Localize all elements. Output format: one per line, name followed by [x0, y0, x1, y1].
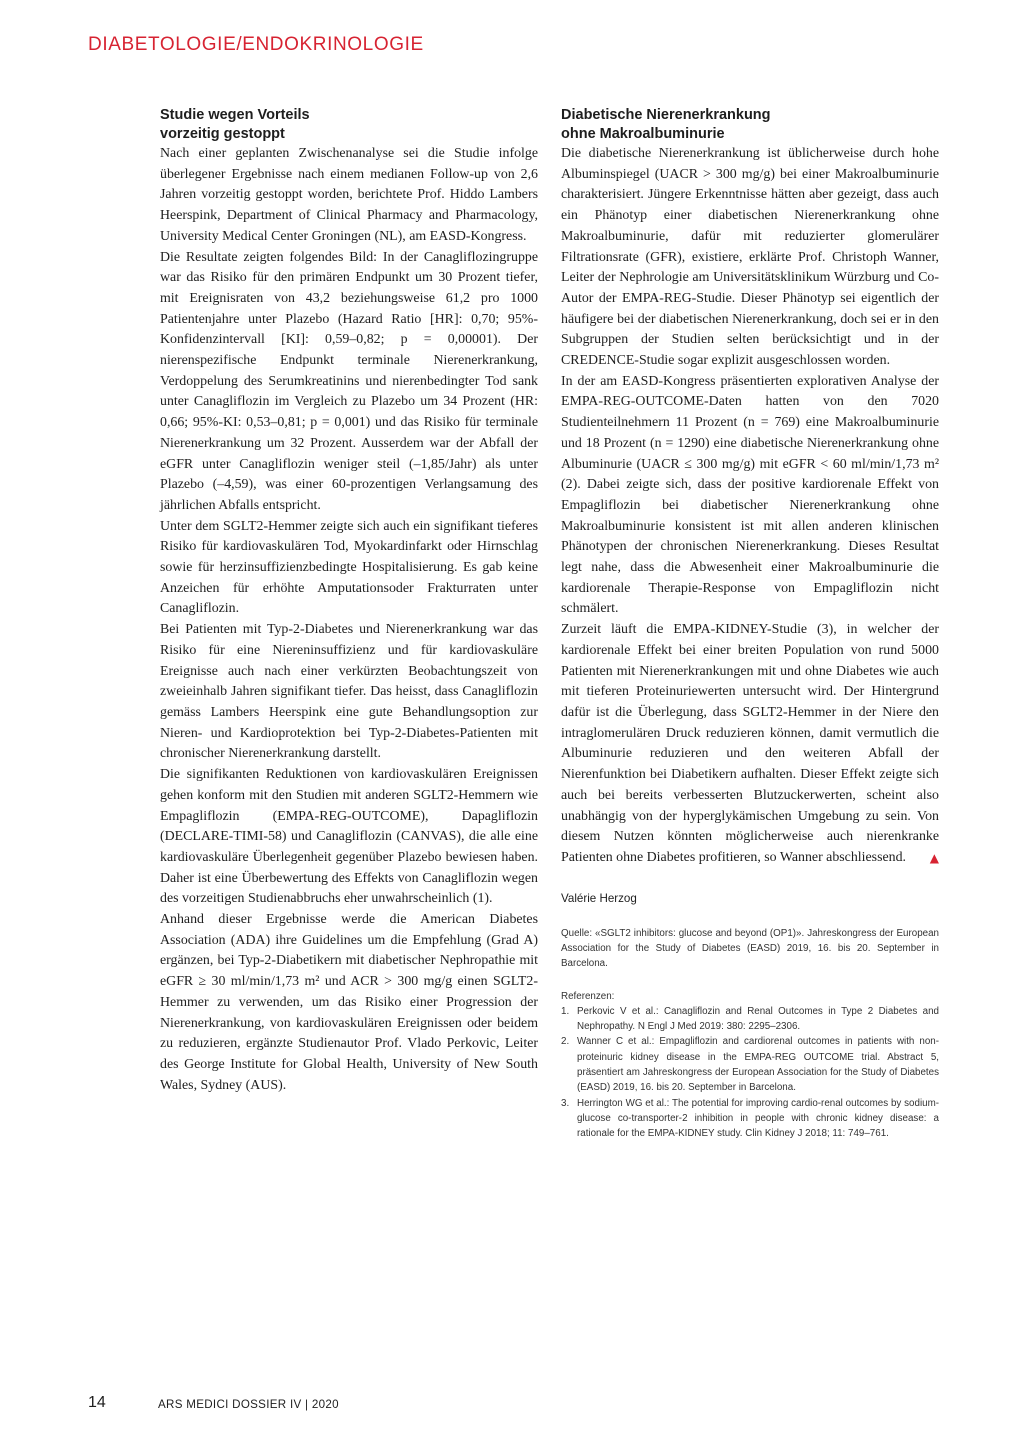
paragraph: Die signifikanten Reduktionen von kardiovaskulären Ereignissen gehen konform mit den Studien mit anderen SGLT2-Hemmern wie Empagliflozin (EMPA-REG-OUTCOME), Dapagliflozin (DECLARE-TIMI-58) und Canagliflozin (CANVAS), die alle eine kardiovaskuläre Überlegenheit gegenüber Plazebo bewiesen haben. Daher ist eine Überbewertung des Effekts von Canagliflozin wegen des vorzeitigen Studienabbruchs eher unwahrscheinlich (1). [160, 767, 538, 907]
paragraph: Unter dem SGLT2-Hemmer zeigte sich auch ein signifikant tieferes Risiko für kardiovaskulären Tod, Myokardinfarkt oder Hirnschlag sowie für herzinsuffizienzbedingte Hospitalisierung. Es gab keine Anzeichen für erhöhte Amputationsoder Frakturraten unter Canagliflozin. [160, 518, 538, 617]
reference-item [561, 1004, 939, 1035]
paragraph-text: Zurzeit läuft die EMPA-KIDNEY-Studie (3), in welcher der kardiorenale Effekt bei einer breiten Population von rund 5000 Patienten mit Nierenerkrankungen mit und ohne Diabetes wie auch mit tieferen Proteinuriewerten untersucht wird. Der Hintergrund dafür ist die Überlegung, dass SGLT2-Hemmer in der Niere den intraglomerulären Druck reduzieren können, damit vermutlich die Albuminurie reduzieren und den weiteren Abfall der Nierenfunktion bei Diabetikern aufhalten. Dieser Effekt zeigte sich auch bei bereits verbesserten Blutzuckerwerten, scheint also unabhängig von der hyperglykämischen Umgebung zu sein. Von diesem Nutzen könnten möglicherweise auch nierenkranke Patienten ohne Diabetes profitieren, so Wanner abschliessend. [561, 622, 939, 865]
reference-number: 2. [561, 1036, 570, 1048]
subheading-line-2: ohne Makroalbuminurie [561, 126, 725, 142]
reference-text: Wanner C et al.: Empagliflozin and cardiorenal outcomes in patients with non-proteinuric kidney disease in the EMPA-REG OUTCOME trial. Abstract 5, präsentiert am Jahreskongress der European Association for the Study of Diabetes (EASD) 2019, 16. bis 20. September in Barcelona. [577, 1036, 939, 1094]
page-number: 14 [88, 1394, 106, 1411]
subheading-line-2: vorzeitig gestoppt [160, 126, 285, 142]
reference-text: Perkovic V et al.: Canagliflozin and Renal Outcomes in Type 2 Diabetes and Nephropathy. N Engl J Med 2019: 380: 2295–2306. [577, 1005, 939, 1033]
subheading [160, 106, 538, 144]
paragraph: Die diabetische Nierenerkrankung ist üblicherweise durch hohe Albuminspiegel (UACR > 300 mg/g) bei einer Makroalbuminurie charakterisiert. Jüngere Erkenntnisse hätten aber gezeigt, dass auch ein Phänotyp einer diabetischen Nierenerkrankung ohne Makroalbuminurie, dafür mit reduzierter glomerulärer Filtrationsrate (GFR), existiere, erklärte Prof. Christoph Wanner, Leiter der Nephrologie am Universitätsklinikum Würzburg und Co-Autor der EMPA-REG-Studie. Dieser Phänotyp sei eigentlich der häufigere bei der diabetischen Nierenerkrankung, doch sei er in den Subgruppen der Studien selten berücksichtigt und in der CREDENCE-Studie sogar explizit ausgeschlossen worden. [561, 146, 939, 369]
journal-name: ARS MEDICI DOSSIER IV | 2020 [158, 1398, 339, 1411]
end-mark-triangle-icon: ▲ [929, 850, 939, 865]
left-column [160, 106, 538, 1096]
paragraph-last [561, 620, 939, 868]
paragraph: Die Resultate zeigten folgendes Bild: In der Canagliflozingruppe war das Risiko für den primären Endpunkt um 30 Prozent tiefer, mit Ereignisraten von 43,2 beziehungsweise 61,2 pro 1000 Patientenjahre unter Plazebo (Hazard Ratio [HR]: 0,70; 95%-Konfidenzintervall [KI]: 0,59–0,82; p = 0,00001). Der nierenspezifische Endpunkt terminale Nierenerkrankung, Verdoppelung des Serumkreatinins und nierenbedingter Tod sank unter Canagliflozin im Vergleich zu Plazebo um 34 Prozent (HR: 0,66; 95%-KI: 0,53–0,81; p = 0,001) und das Risiko für terminale Nierenerkrankung um 32 Prozent. Ausserdem war der Abfall der eGFR unter Canagliflozin weniger steil (–1,85/Jahr) als unter Plazebo (–4,59), was einer 60-prozentigen Verlangsamung des jährlichen Abfalls entspricht. [160, 249, 538, 513]
paragraph: In der am EASD-Kongress präsentierten explorativen Analyse der EMPA-REG-OUTCOME-Daten hatten von den 7020 Studienteilnehmern 11 Prozent (n = 769) eine Makroalbuminurie und 18 Prozent (n = 1290) eine diabetische Nierenerkrankung ohne Albuminurie (UACR ≤ 300 mg/g) mit eGFR < 60 ml/min/1,73 m² (2). Dabei zeigte sich, dass der positive kardiorenale Effekt von Empagliflozin bei diabetischer Nierenerkrankung ohne Makroalbuminurie konsistent ist mit allen anderen klinischen Phänotypen der chronischen Nierenerkrankung. Dieses Resultat legt nahe, dass die Abwesenheit einer Makroalbuminurie die kardiorenale Therapie-Response von Empagliflozin nicht schmälert. [561, 373, 939, 617]
paragraph: Nach einer geplanten Zwischenanalyse sei die Studie infolge überlegener Ergebnisse nach einem medianen Follow-up von 2,6 Jahren vorzeitig gestoppt worden, berichtete Prof. Hiddo Lambers Heerspink, Department of Clinical Pharmacy and Pharmacology, University Medical Center Groningen (NL), am EASD-Kongress. [160, 146, 538, 244]
paragraph: Bei Patienten mit Typ-2-Diabetes und Nierenerkrankung war das Risiko für eine Niereninsuffizienz und für kardiovaskuläre Ereignisse auch nach einer verkürzten Beobachtungszeit von zweieinhalb Jahren signifikant tiefer. Das heisst, dass Canagliflozin gemäss Lambers Heerspink eine gute Behandlungsoption zur Nieren- und Kardioprotektion bei Typ-2-Diabetes-Patienten mit chronischer Nierenerkrankung darstellt. [160, 622, 538, 762]
references-heading: Referenzen: [561, 990, 615, 1002]
right-column [561, 106, 939, 1141]
section-header: DIABETOLOGIE/ENDOKRINOLOGIE [88, 34, 424, 55]
author-name: Valérie Herzog [561, 891, 637, 905]
reference-item [561, 1034, 939, 1095]
reference-text: Herrington WG et al.: The potential for improving cardio-renal outcomes by sodium-glucose co-transporter-2 inhibition in people with chronic kidney disease: a rationale for the EMPA-KIDNEY study. Clin Kidney J 2018; 11: 749–761. [577, 1097, 939, 1140]
reference-number: 3. [561, 1097, 570, 1109]
references-list [561, 1004, 939, 1142]
source-note: Quelle: «SGLT2 inhibitors: glucose and beyond (OP1)». Jahreskongress der European Association for the Study of Diabetes (EASD) 2019, 16. bis 20. September in Barcelona. [561, 927, 939, 970]
subheading [561, 106, 939, 144]
reference-item [561, 1096, 939, 1142]
paragraph: Anhand dieser Ergebnisse werde die American Diabetes Association (ADA) ihre Guidelines um die Empfehlung (Grad A) ergänzen, bei Typ-2-Diabetikern mit diabetischer Nephropathie mit eGFR ≥ 30 ml/min/1,73 m² und ACR > 300 mg/g einen SGLT2-Hemmer zu verwenden, um das Risiko einer Progression der Nierenerkrankung, von kardiovaskulären Ereignissen oder beidem zu reduzieren, ergänzte Studienautor Prof. Vlado Perkovic, Leiter des George Institute for Global Health, University of New South Wales, Sydney (AUS). [160, 912, 538, 1093]
subheading-line-1: Diabetische Nierenerkrankung [561, 107, 771, 123]
reference-number: 1. [561, 1005, 570, 1017]
subheading-line-1: Studie wegen Vorteils [160, 107, 310, 123]
